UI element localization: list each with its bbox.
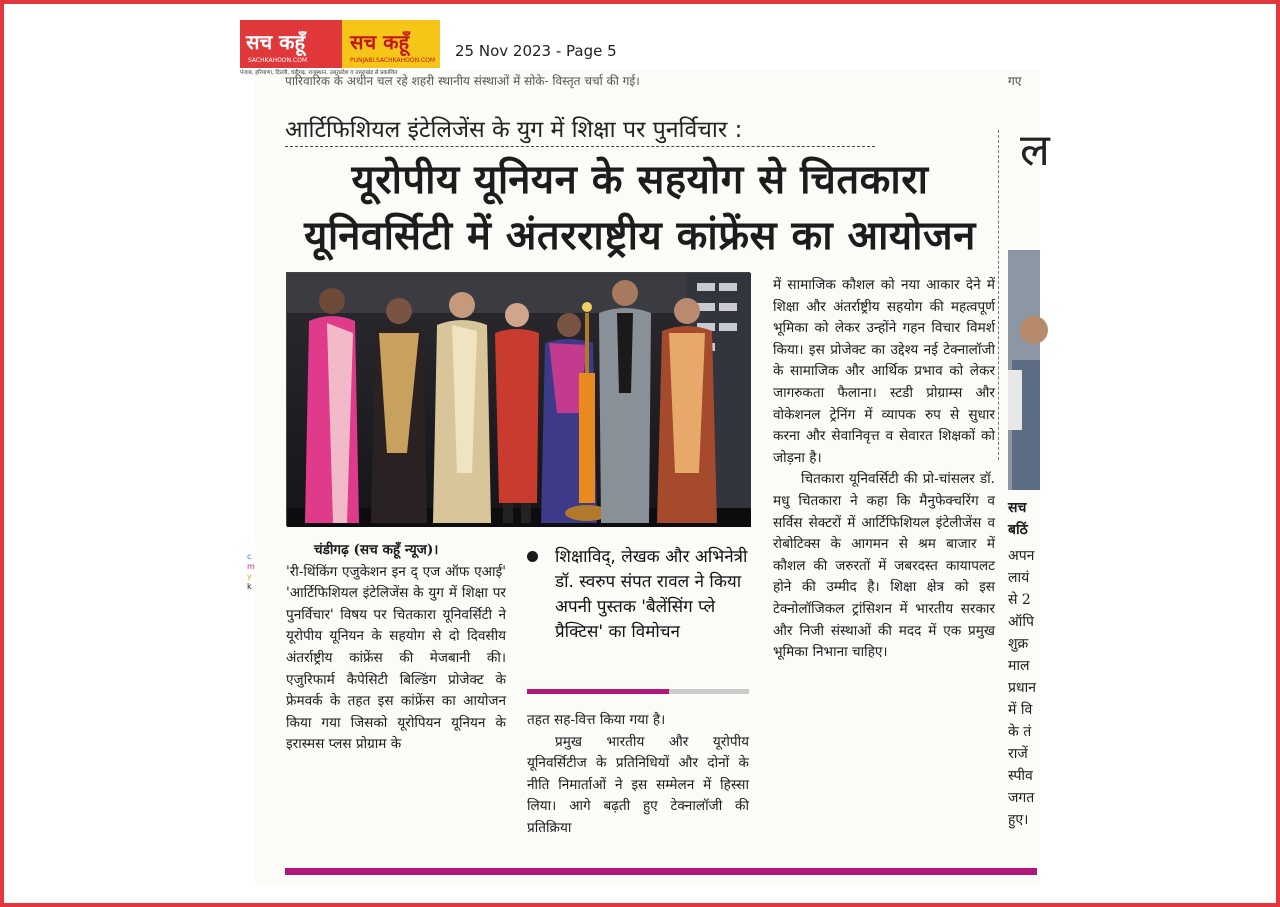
cmyk-registration-marks [247,552,255,592]
article-body-mid-1: तहत सह-वित्त किया गया है। [527,712,666,728]
headline-line-2: यूनिवर्सिटी में अंतरराष्ट्रीय कांफ्रेंस का आयोजन [304,213,976,259]
edition-date-page: 25 Nov 2023 - Page 5 [455,42,617,60]
article-body-left: 'री-थिंकिंग एजुकेशन इन द् एज ऑफ एआई' 'आर्टिफिशियल इंटेलिजेंस के युग में शिक्षा पर पुनर्विचार' विषय पर चितकारा यूनिवर्सिटी ने यूरोपीय यूनियन के सहयोग से दो दिवसीय अंतर्राष्ट्रीय कांफ्रेंस की मेजबानी की। एजुरिफार्म कैपेसिटी बिल्डिंग प्रोजेक्ट के फ्रेमवर्क के तहत इस कांफ्रेंस का आयोजन किया गया जिसको यूरोपियन यूनियन के इरास्मस प्लस प्रोग्राम के [286,563,506,753]
article-body-right-1: में सामाजिक कौशल को नया आकार देने में शिक्षा और अंतर्राष्ट्रीय सहयोग की महत्वपूर्ण भूमिका को लेकर उन्होंने गहन विचार विमर्श किया। इस प्रोजेक्ट का उद्देश्य नई टेक्नालॉजी के सामाजिक और आर्थिक प्रभाव को लेकर जागरुकता फैलाना। स्टडी प्रोग्राम्स और वोकेशनल ट्रेनिंग में व्यापक रुप से सुधार करना और सेवानिवृत्त व सेवारत शिक्षकों को जोड़ना है। [773,277,995,466]
article-column-right [773,275,995,664]
event-photo [286,272,750,526]
side-headline-fragment: ल [1020,125,1050,176]
bottom-accent-bar [285,868,1037,875]
article-column-left [286,540,506,756]
logo-hindi-url: SACHKAHOON.COM [248,57,307,64]
side-photo-illustration [1008,250,1040,490]
article-kicker: आर्टिफिशियल इंटेलिजेंस के युग में शिक्षा पर पुनर्विचार : [285,112,875,147]
cmyk-m: m [247,562,255,571]
cmyk-k: k [247,582,252,591]
headline-line-1: यूरोपीय यूनियन के सहयोग से चितकारा [351,157,929,203]
logo-punjabi-url: PUNJABI.SACHKAHOON.COM [350,57,436,64]
logo-tagline: पंजाब, हरियाणा, दिल्ली, चंडीगढ़, राजस्थान, उत्तरप्रदेश व उत्तराखंड से प्रकाशित [240,70,398,76]
logo-punjabi-block [342,20,440,68]
side-photo [1008,250,1040,490]
side-column-body: अपन लायं से 2 ऑपि शुक्र माल प्रधान में वि के तं राजें स्पीव जगत हुए। [1008,548,1036,828]
column-divider [998,130,999,460]
bullet-icon [527,551,538,562]
logo-punjabi-name: सच कहूँ [350,30,410,54]
side-column-head: सच बठिं [1008,500,1028,538]
pull-quote-text: शिक्षाविद्, लेखक और अभिनेत्री डॉ. स्वरुप संपत रावल ने किया अपनी पुस्तक 'बैलेंसिंग प्ले प्रैक्टिस' का विमोचन [555,547,748,642]
event-photo-illustration [287,273,751,527]
cmyk-y: y [247,572,252,581]
pull-quote-rule [527,689,749,694]
article-byline: चंडीगढ़ (सच कहूँ न्यूज)। [314,542,439,558]
previous-article-clip: पारिवारिक के अधीन चल रहे शहरी स्थानीय संस्थाओं में सोके- विस्तृत चर्चा की गई। [285,74,640,88]
cmyk-c: c [247,552,252,561]
logo-hindi-name: सच कहूँ [246,30,306,54]
article-body-right-2: चितकारा यूनिवर्सिटी की प्रो-चांसलर डॉ. मधु चितकारा ने कहा कि मैनुफेक्चरिंग व सर्विस सेक्टरों में आर्टिफिशियल इंटेलीजेंस व रोबोटिक्स के आगमन से श्रम बाजार में कौशल की जरुरतों में जबरदस्त कायापलट होने की उम्मीद है। शिक्षा क्षेत्र को इस टेक्नोलॉजिकल ट्रांसिशन में भारतीय सरकार और निजी संस्थाओं की मदद में एक प्रमुख भूमिका निभाना चाहिए। [773,471,995,661]
article-column-middle [527,710,749,840]
publication-logo [240,20,440,78]
side-column-top: गए [1008,74,1022,88]
article-body-mid-2: प्रमुख भारतीय और यूरोपीय यूनिवर्सिटीज के प्रतिनिधियों और दोनों के नीति निमार्ताओं ने इस सम्मेलन में हिस्सा लिया। आगे बढ़ती हुए टेक्नालॉजी की प्रतिक्रिया [527,733,749,836]
logo-hindi-block [240,20,342,68]
